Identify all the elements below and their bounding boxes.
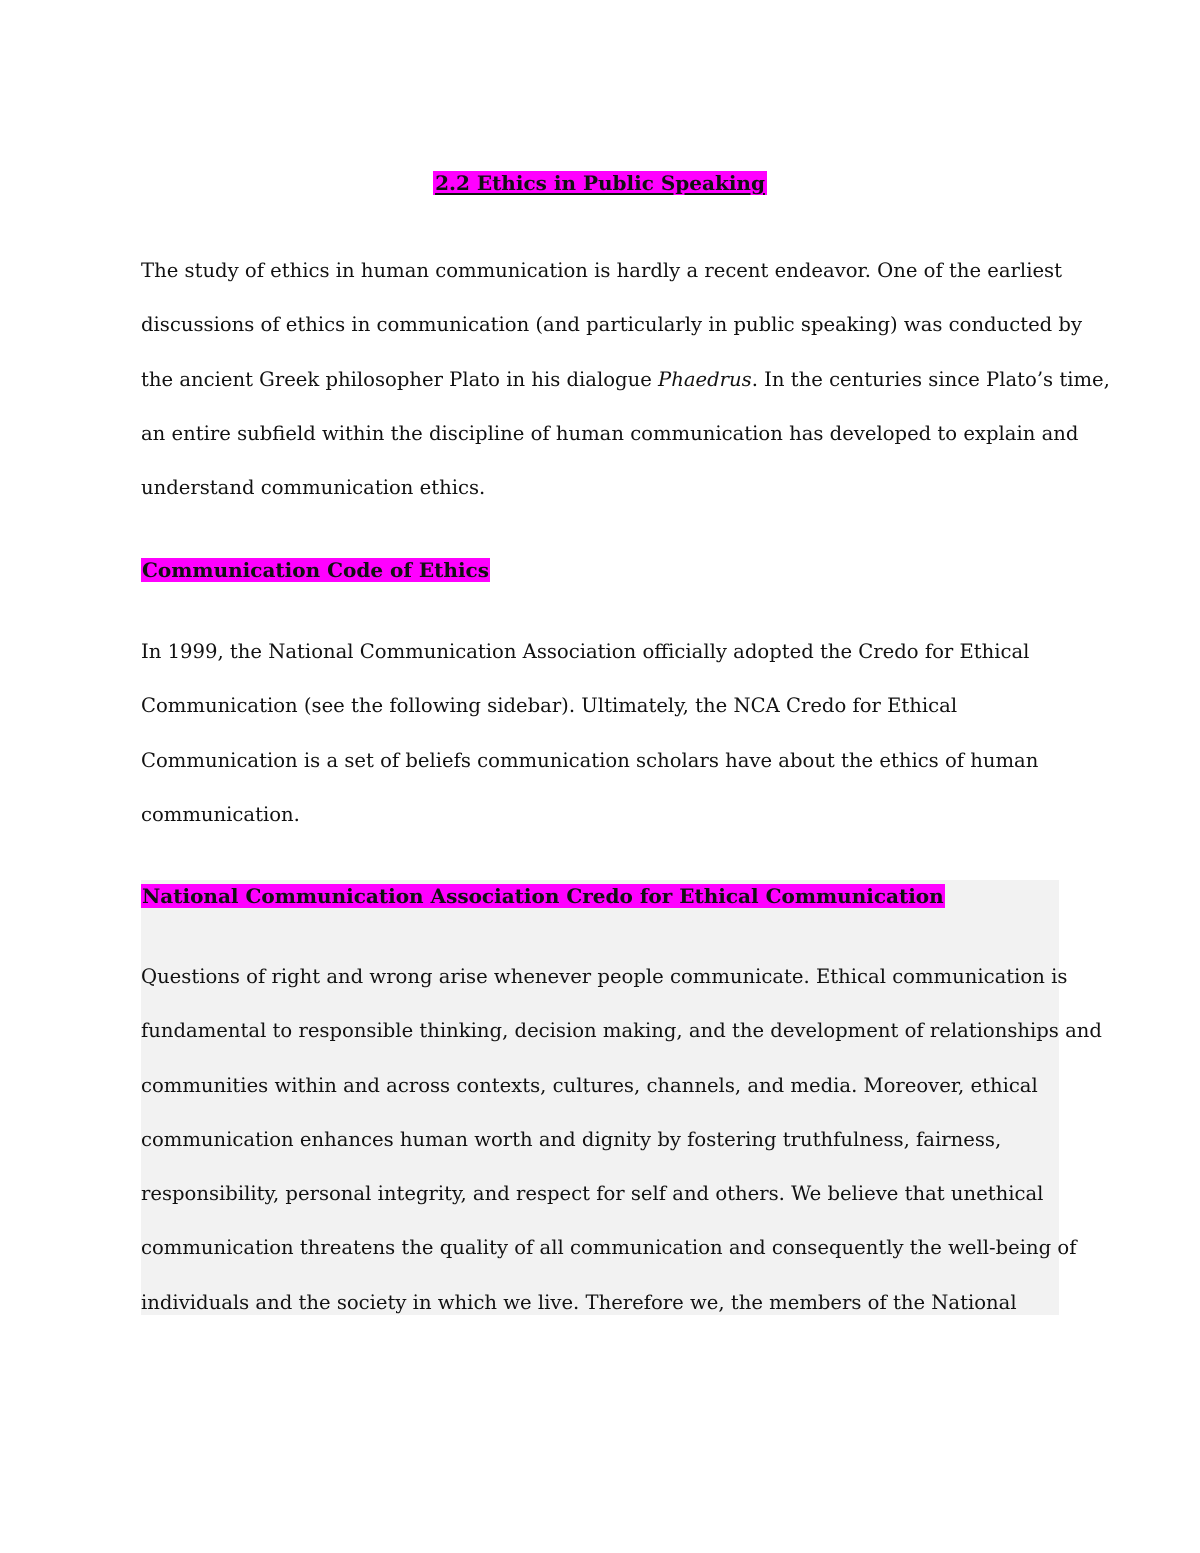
- code-line: communication.: [141, 802, 300, 826]
- code-line: Communication (see the following sidebar). Ultimately, the NCA Credo for Ethical: [141, 694, 958, 718]
- intro-line: an entire subfield within the discipline of human communication has developed to explain and: [141, 421, 1079, 445]
- section-heading: [141, 555, 490, 585]
- intro-line-start: the ancient Greek philosopher Plato in his dialogue: [141, 367, 659, 391]
- intro-line: The study of ethics in human communication is hardly a recent endeavor. One of the earliest: [141, 259, 1062, 282]
- code-line: In 1999, the National Communication Association officially adopted the Credo for Ethical: [141, 640, 1030, 663]
- intro-line: discussions of ethics in communication (and particularly in public speaking) was conducted by: [141, 313, 1083, 337]
- code-paragraph: [141, 625, 1059, 842]
- sidebar-line: fundamental to responsible thinking, decision making, and the development of relationships and: [141, 1019, 1102, 1043]
- sidebar-paragraph: [141, 950, 1102, 1330]
- intro-line-end: . In the centuries since Plato’s time,: [751, 367, 1110, 391]
- sidebar-line: communication threatens the quality of all communication and consequently the well-being of: [141, 1236, 1077, 1260]
- italic-work-title: Phaedrus: [658, 367, 752, 391]
- sidebar-line: communication enhances human worth and dignity by fostering truthfulness, fairness,: [141, 1127, 1002, 1151]
- sidebar-heading-text: National Communication Association Credo for Ethical Communication: [142, 884, 944, 908]
- sidebar-heading: [141, 881, 945, 911]
- intro-paragraph: [141, 244, 1110, 515]
- sidebar-line: Questions of right and wrong arise whenever people communicate. Ethical communication is: [141, 965, 1068, 988]
- page-title-text: 2.2 Ethics in Public Speaking: [435, 171, 765, 195]
- intro-line: [141, 353, 1110, 407]
- page-title: [0, 168, 1200, 198]
- sidebar-line: responsibility, personal integrity, and respect for self and others. We believe that unethical: [141, 1182, 1044, 1206]
- intro-line: understand communication ethics.: [141, 476, 486, 500]
- section-heading-text: Communication Code of Ethics: [142, 558, 489, 582]
- code-line: Communication is a set of beliefs communication scholars have about the ethics of human: [141, 748, 1039, 772]
- sidebar-line: communities within and across contexts, cultures, channels, and media. Moreover, ethical: [141, 1073, 1038, 1097]
- sidebar-line: individuals and the society in which we live. Therefore we, the members of the National: [141, 1290, 1017, 1314]
